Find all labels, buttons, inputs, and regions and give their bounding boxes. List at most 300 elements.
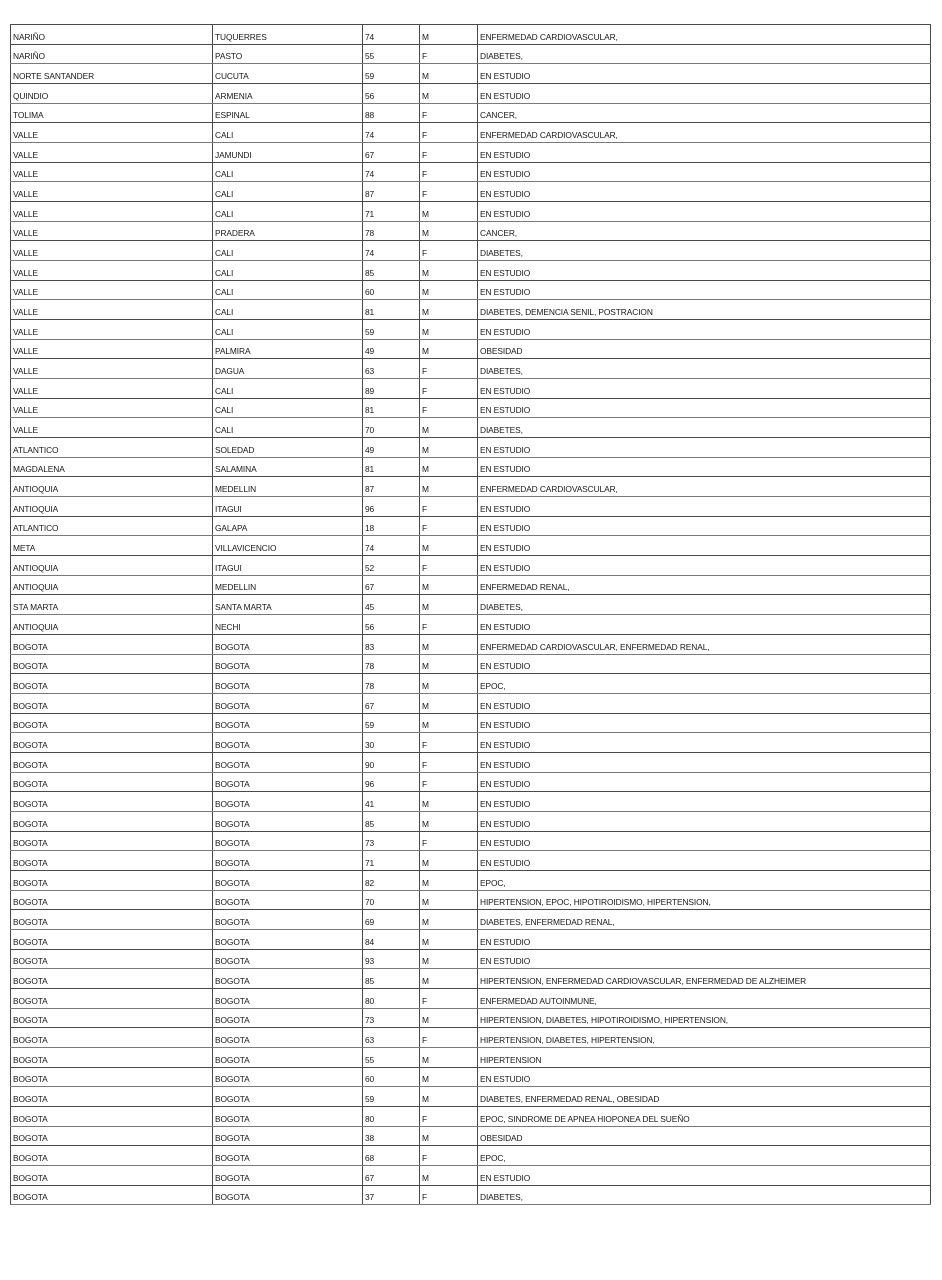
cell-departamento: VALLE — [11, 261, 213, 281]
cell-municipio: BOGOTA — [213, 752, 363, 772]
cell-comorbilidades: EN ESTUDIO — [478, 929, 931, 949]
cell-departamento: BOGOTA — [11, 1067, 213, 1087]
cell-sexo: M — [420, 438, 478, 458]
cell-edad: 59 — [363, 320, 420, 340]
cell-sexo: M — [420, 202, 478, 222]
table-row — [11, 1165, 931, 1185]
cell-sexo: M — [420, 1165, 478, 1185]
cell-comorbilidades: EN ESTUDIO — [478, 1165, 931, 1185]
cell-edad: 38 — [363, 1126, 420, 1146]
cell-comorbilidades: HIPERTENSION, DIABETES, HIPOTIROIDISMO, HIPERTENSION, — [478, 1008, 931, 1028]
cell-municipio: JAMUNDI — [213, 143, 363, 163]
cell-municipio: GALAPA — [213, 516, 363, 536]
cell-municipio: ESPINAL — [213, 103, 363, 123]
table-row — [11, 241, 931, 261]
cell-edad: 96 — [363, 497, 420, 517]
cell-municipio: BOGOTA — [213, 870, 363, 890]
cell-sexo: F — [420, 44, 478, 64]
table-row — [11, 379, 931, 399]
cell-departamento: BOGOTA — [11, 949, 213, 969]
cell-comorbilidades: ENFERMEDAD AUTOINMUNE, — [478, 988, 931, 1008]
cell-sexo: F — [420, 241, 478, 261]
table-row — [11, 1047, 931, 1067]
table-row — [11, 792, 931, 812]
table-row — [11, 162, 931, 182]
cell-comorbilidades: EPOC, — [478, 1146, 931, 1166]
cell-municipio: ITAGUI — [213, 497, 363, 517]
cell-departamento: BOGOTA — [11, 1008, 213, 1028]
cell-edad: 85 — [363, 811, 420, 831]
cell-municipio: BOGOTA — [213, 693, 363, 713]
cell-municipio: BOGOTA — [213, 1047, 363, 1067]
cell-edad: 67 — [363, 575, 420, 595]
cell-comorbilidades: EN ESTUDIO — [478, 536, 931, 556]
table-row — [11, 64, 931, 84]
cell-departamento: BOGOTA — [11, 1106, 213, 1126]
cell-departamento: BOGOTA — [11, 792, 213, 812]
cell-sexo: F — [420, 379, 478, 399]
cell-comorbilidades: ENFERMEDAD CARDIOVASCULAR, — [478, 477, 931, 497]
cell-departamento: NARIÑO — [11, 25, 213, 45]
cell-sexo: M — [420, 64, 478, 84]
cell-sexo: M — [420, 674, 478, 694]
cell-municipio: BOGOTA — [213, 634, 363, 654]
cell-departamento: BOGOTA — [11, 890, 213, 910]
cell-municipio: CALI — [213, 398, 363, 418]
cell-sexo: M — [420, 418, 478, 438]
cell-comorbilidades: EN ESTUDIO — [478, 261, 931, 281]
cell-municipio: DAGUA — [213, 359, 363, 379]
table-row — [11, 811, 931, 831]
table-row — [11, 25, 931, 45]
cell-sexo: M — [420, 320, 478, 340]
cell-departamento: BOGOTA — [11, 654, 213, 674]
cell-edad: 52 — [363, 556, 420, 576]
cell-municipio: BOGOTA — [213, 969, 363, 989]
cell-edad: 56 — [363, 84, 420, 104]
table-row — [11, 556, 931, 576]
cell-municipio: CALI — [213, 280, 363, 300]
cell-edad: 83 — [363, 634, 420, 654]
cell-comorbilidades: CANCER, — [478, 103, 931, 123]
cell-comorbilidades: EN ESTUDIO — [478, 398, 931, 418]
cell-comorbilidades: EN ESTUDIO — [478, 516, 931, 536]
cell-municipio: BOGOTA — [213, 1185, 363, 1205]
cell-municipio: SALAMINA — [213, 457, 363, 477]
cell-comorbilidades: EN ESTUDIO — [478, 851, 931, 871]
cell-departamento: BOGOTA — [11, 988, 213, 1008]
cell-municipio: CUCUTA — [213, 64, 363, 84]
table-row — [11, 674, 931, 694]
cell-municipio: BOGOTA — [213, 890, 363, 910]
cell-sexo: M — [420, 969, 478, 989]
cell-edad: 71 — [363, 202, 420, 222]
cell-municipio: MEDELLIN — [213, 575, 363, 595]
cell-municipio: CALI — [213, 418, 363, 438]
cell-sexo: M — [420, 949, 478, 969]
cell-edad: 87 — [363, 477, 420, 497]
cell-departamento: VALLE — [11, 162, 213, 182]
cell-municipio: BOGOTA — [213, 1146, 363, 1166]
cell-comorbilidades: DIABETES, ENFERMEDAD RENAL, — [478, 910, 931, 930]
table-row — [11, 615, 931, 635]
table-row — [11, 300, 931, 320]
cell-departamento: ANTIOQUIA — [11, 615, 213, 635]
cell-departamento: ATLANTICO — [11, 516, 213, 536]
cell-comorbilidades: EN ESTUDIO — [478, 320, 931, 340]
cell-edad: 85 — [363, 261, 420, 281]
table-row — [11, 713, 931, 733]
table-row — [11, 851, 931, 871]
cell-sexo: F — [420, 1106, 478, 1126]
cell-sexo: M — [420, 221, 478, 241]
cell-departamento: BOGOTA — [11, 1028, 213, 1048]
cell-edad: 74 — [363, 123, 420, 143]
cell-comorbilidades: EN ESTUDIO — [478, 615, 931, 635]
cell-departamento: BOGOTA — [11, 713, 213, 733]
cell-edad: 89 — [363, 379, 420, 399]
cell-comorbilidades: EN ESTUDIO — [478, 438, 931, 458]
cell-edad: 81 — [363, 457, 420, 477]
cell-sexo: M — [420, 693, 478, 713]
table-row — [11, 772, 931, 792]
cell-comorbilidades: DIABETES, — [478, 359, 931, 379]
table-row — [11, 516, 931, 536]
cell-comorbilidades: ENFERMEDAD RENAL, — [478, 575, 931, 595]
cell-sexo: M — [420, 634, 478, 654]
cell-comorbilidades: EN ESTUDIO — [478, 182, 931, 202]
cell-comorbilidades: EPOC, SINDROME DE APNEA HIOPONEA DEL SUEÑO — [478, 1106, 931, 1126]
cell-municipio: SOLEDAD — [213, 438, 363, 458]
cell-comorbilidades: EPOC, — [478, 870, 931, 890]
cell-edad: 60 — [363, 280, 420, 300]
table-row — [11, 143, 931, 163]
table-row — [11, 103, 931, 123]
cell-edad: 78 — [363, 674, 420, 694]
cell-comorbilidades: DIABETES, — [478, 1185, 931, 1205]
cell-municipio: CALI — [213, 320, 363, 340]
cell-municipio: BOGOTA — [213, 713, 363, 733]
cell-departamento: ANTIOQUIA — [11, 556, 213, 576]
table-row — [11, 1146, 931, 1166]
cell-edad: 74 — [363, 162, 420, 182]
cell-comorbilidades: ENFERMEDAD CARDIOVASCULAR, — [478, 25, 931, 45]
cell-departamento: ANTIOQUIA — [11, 497, 213, 517]
cell-comorbilidades: DIABETES, DEMENCIA SENIL, POSTRACION — [478, 300, 931, 320]
cell-comorbilidades: EN ESTUDIO — [478, 497, 931, 517]
cell-municipio: BOGOTA — [213, 1028, 363, 1048]
cell-edad: 74 — [363, 25, 420, 45]
cell-comorbilidades: EN ESTUDIO — [478, 792, 931, 812]
cell-comorbilidades: ENFERMEDAD CARDIOVASCULAR, ENFERMEDAD RENAL, — [478, 634, 931, 654]
cell-comorbilidades: EN ESTUDIO — [478, 949, 931, 969]
table-row — [11, 1106, 931, 1126]
cell-sexo: M — [420, 1008, 478, 1028]
cell-departamento: NARIÑO — [11, 44, 213, 64]
cell-comorbilidades: DIABETES, ENFERMEDAD RENAL, OBESIDAD — [478, 1087, 931, 1107]
cell-departamento: VALLE — [11, 339, 213, 359]
table-row — [11, 202, 931, 222]
table-row — [11, 457, 931, 477]
cell-departamento: BOGOTA — [11, 693, 213, 713]
cell-comorbilidades: HIPERTENSION, DIABETES, HIPERTENSION, — [478, 1028, 931, 1048]
cell-municipio: BOGOTA — [213, 772, 363, 792]
table-row — [11, 1126, 931, 1146]
cell-edad: 82 — [363, 870, 420, 890]
table-row — [11, 477, 931, 497]
cell-departamento: VALLE — [11, 202, 213, 222]
cell-departamento: VALLE — [11, 143, 213, 163]
cell-edad: 93 — [363, 949, 420, 969]
cell-edad: 74 — [363, 241, 420, 261]
cell-comorbilidades: OBESIDAD — [478, 339, 931, 359]
cell-comorbilidades: EN ESTUDIO — [478, 654, 931, 674]
cell-edad: 80 — [363, 988, 420, 1008]
cell-sexo: M — [420, 654, 478, 674]
cell-departamento: TOLIMA — [11, 103, 213, 123]
cell-departamento: BOGOTA — [11, 634, 213, 654]
table-row — [11, 693, 931, 713]
cell-comorbilidades: EN ESTUDIO — [478, 752, 931, 772]
cell-departamento: BOGOTA — [11, 870, 213, 890]
cell-departamento: VALLE — [11, 241, 213, 261]
cell-municipio: CALI — [213, 182, 363, 202]
cell-sexo: F — [420, 143, 478, 163]
cell-sexo: M — [420, 280, 478, 300]
table-row — [11, 320, 931, 340]
cell-municipio: CALI — [213, 123, 363, 143]
cell-municipio: CALI — [213, 162, 363, 182]
cell-edad: 37 — [363, 1185, 420, 1205]
cell-sexo: F — [420, 988, 478, 1008]
table-row — [11, 988, 931, 1008]
cell-departamento: VALLE — [11, 221, 213, 241]
cell-sexo: F — [420, 752, 478, 772]
cell-comorbilidades: EN ESTUDIO — [478, 733, 931, 753]
cell-sexo: F — [420, 772, 478, 792]
cell-sexo: F — [420, 182, 478, 202]
cell-sexo: F — [420, 103, 478, 123]
cell-municipio: BOGOTA — [213, 949, 363, 969]
cell-departamento: BOGOTA — [11, 674, 213, 694]
cell-edad: 70 — [363, 890, 420, 910]
cell-departamento: BOGOTA — [11, 969, 213, 989]
cell-edad: 60 — [363, 1067, 420, 1087]
table-row — [11, 1185, 931, 1205]
cell-municipio: BOGOTA — [213, 1106, 363, 1126]
cell-municipio: SANTA MARTA — [213, 595, 363, 615]
cell-departamento: BOGOTA — [11, 831, 213, 851]
cell-sexo: F — [420, 398, 478, 418]
cell-edad: 85 — [363, 969, 420, 989]
cell-departamento: STA MARTA — [11, 595, 213, 615]
cell-comorbilidades: DIABETES, — [478, 44, 931, 64]
cell-edad: 67 — [363, 693, 420, 713]
cell-sexo: F — [420, 516, 478, 536]
cell-municipio: VILLAVICENCIO — [213, 536, 363, 556]
cell-sexo: M — [420, 713, 478, 733]
table-row — [11, 752, 931, 772]
cell-comorbilidades: HIPERTENSION, ENFERMEDAD CARDIOVASCULAR, ENFERMEDAD DE ALZHEIMER — [478, 969, 931, 989]
cell-departamento: BOGOTA — [11, 811, 213, 831]
table-row — [11, 339, 931, 359]
table-row — [11, 221, 931, 241]
cell-sexo: F — [420, 556, 478, 576]
cell-edad: 84 — [363, 929, 420, 949]
cell-departamento: VALLE — [11, 300, 213, 320]
table-row — [11, 84, 931, 104]
cell-sexo: F — [420, 497, 478, 517]
cell-departamento: QUINDIO — [11, 84, 213, 104]
table-row — [11, 575, 931, 595]
cell-sexo: F — [420, 359, 478, 379]
table-body — [11, 25, 931, 1205]
table-row — [11, 359, 931, 379]
cell-edad: 81 — [363, 398, 420, 418]
cell-edad: 87 — [363, 182, 420, 202]
cell-municipio: CALI — [213, 261, 363, 281]
cell-comorbilidades: DIABETES, — [478, 595, 931, 615]
cell-edad: 69 — [363, 910, 420, 930]
cell-edad: 59 — [363, 1087, 420, 1107]
cell-departamento: META — [11, 536, 213, 556]
cell-departamento: VALLE — [11, 182, 213, 202]
cell-departamento: BOGOTA — [11, 851, 213, 871]
cell-edad: 56 — [363, 615, 420, 635]
cell-sexo: F — [420, 1185, 478, 1205]
cell-sexo: M — [420, 536, 478, 556]
cell-comorbilidades: EN ESTUDIO — [478, 713, 931, 733]
cell-edad: 55 — [363, 1047, 420, 1067]
cell-edad: 59 — [363, 713, 420, 733]
cell-comorbilidades: EN ESTUDIO — [478, 379, 931, 399]
cell-comorbilidades: EN ESTUDIO — [478, 202, 931, 222]
cell-comorbilidades: EN ESTUDIO — [478, 84, 931, 104]
cell-comorbilidades: HIPERTENSION, EPOC, HIPOTIROIDISMO, HIPERTENSION, — [478, 890, 931, 910]
cell-municipio: MEDELLIN — [213, 477, 363, 497]
cell-departamento: VALLE — [11, 320, 213, 340]
cell-sexo: F — [420, 123, 478, 143]
cell-municipio: BOGOTA — [213, 1126, 363, 1146]
cell-departamento: BOGOTA — [11, 1087, 213, 1107]
cell-edad: 68 — [363, 1146, 420, 1166]
cell-sexo: M — [420, 25, 478, 45]
cell-sexo: F — [420, 615, 478, 635]
cell-edad: 67 — [363, 1165, 420, 1185]
cell-municipio: CALI — [213, 300, 363, 320]
cell-edad: 67 — [363, 143, 420, 163]
cell-municipio: BOGOTA — [213, 1165, 363, 1185]
table-row — [11, 280, 931, 300]
table-row — [11, 44, 931, 64]
cell-edad: 80 — [363, 1106, 420, 1126]
cell-municipio: BOGOTA — [213, 654, 363, 674]
cell-departamento: BOGOTA — [11, 1165, 213, 1185]
cell-municipio: BOGOTA — [213, 792, 363, 812]
cell-edad: 88 — [363, 103, 420, 123]
table-row — [11, 398, 931, 418]
table-row — [11, 1008, 931, 1028]
cell-sexo: F — [420, 1146, 478, 1166]
cell-edad: 63 — [363, 359, 420, 379]
table-row — [11, 1067, 931, 1087]
cell-edad: 49 — [363, 339, 420, 359]
cell-sexo: M — [420, 910, 478, 930]
cell-departamento: BOGOTA — [11, 1146, 213, 1166]
table-row — [11, 949, 931, 969]
cell-edad: 45 — [363, 595, 420, 615]
table-row — [11, 634, 931, 654]
cell-municipio: BOGOTA — [213, 1087, 363, 1107]
cell-comorbilidades: EN ESTUDIO — [478, 1067, 931, 1087]
table-row — [11, 418, 931, 438]
cell-municipio: CALI — [213, 241, 363, 261]
cell-comorbilidades: EN ESTUDIO — [478, 143, 931, 163]
cell-municipio: CALI — [213, 379, 363, 399]
cell-sexo: M — [420, 851, 478, 871]
table-row — [11, 536, 931, 556]
table-row — [11, 654, 931, 674]
cell-edad: 49 — [363, 438, 420, 458]
cell-sexo: M — [420, 792, 478, 812]
cell-edad: 73 — [363, 1008, 420, 1028]
cell-sexo: M — [420, 1126, 478, 1146]
cell-departamento: VALLE — [11, 123, 213, 143]
cell-municipio: BOGOTA — [213, 929, 363, 949]
table-row — [11, 182, 931, 202]
cell-sexo: M — [420, 457, 478, 477]
cell-municipio: PASTO — [213, 44, 363, 64]
cell-comorbilidades: CANCER, — [478, 221, 931, 241]
cell-edad: 90 — [363, 752, 420, 772]
cell-departamento: VALLE — [11, 418, 213, 438]
cell-municipio: ARMENIA — [213, 84, 363, 104]
cell-sexo: F — [420, 733, 478, 753]
cell-comorbilidades: EN ESTUDIO — [478, 162, 931, 182]
cell-sexo: M — [420, 261, 478, 281]
cell-municipio: ITAGUI — [213, 556, 363, 576]
cell-municipio: BOGOTA — [213, 811, 363, 831]
cell-sexo: M — [420, 595, 478, 615]
table-row — [11, 831, 931, 851]
cell-edad: 78 — [363, 221, 420, 241]
cell-sexo: F — [420, 831, 478, 851]
cell-departamento: ANTIOQUIA — [11, 477, 213, 497]
cell-comorbilidades: EN ESTUDIO — [478, 772, 931, 792]
cell-comorbilidades: ENFERMEDAD CARDIOVASCULAR, — [478, 123, 931, 143]
cell-sexo: M — [420, 811, 478, 831]
cell-edad: 30 — [363, 733, 420, 753]
cell-municipio: BOGOTA — [213, 674, 363, 694]
cell-edad: 81 — [363, 300, 420, 320]
cell-departamento: BOGOTA — [11, 929, 213, 949]
cell-departamento: BOGOTA — [11, 1047, 213, 1067]
table-row — [11, 969, 931, 989]
cell-comorbilidades: EN ESTUDIO — [478, 831, 931, 851]
cell-sexo: M — [420, 1087, 478, 1107]
cell-municipio: BOGOTA — [213, 831, 363, 851]
cell-departamento: MAGDALENA — [11, 457, 213, 477]
table-row — [11, 261, 931, 281]
cell-municipio: BOGOTA — [213, 910, 363, 930]
table-row — [11, 1028, 931, 1048]
cell-municipio: BOGOTA — [213, 1008, 363, 1028]
cell-sexo: M — [420, 477, 478, 497]
cell-edad: 96 — [363, 772, 420, 792]
cell-departamento: VALLE — [11, 280, 213, 300]
cell-edad: 74 — [363, 536, 420, 556]
cell-edad: 41 — [363, 792, 420, 812]
